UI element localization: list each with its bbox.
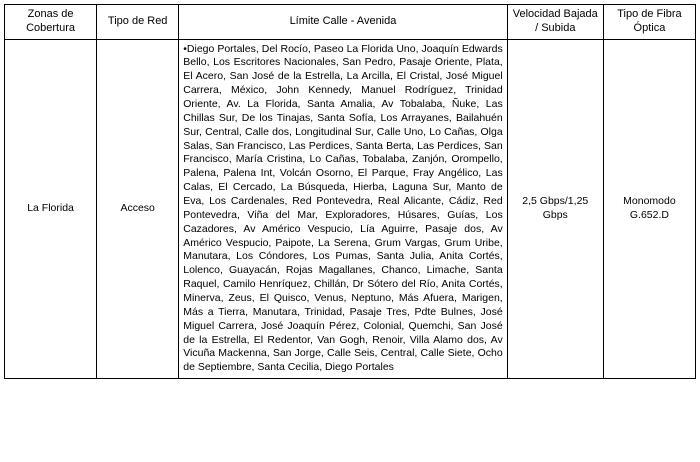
cell-tipo-fibra	[603, 39, 695, 379]
table-header	[5, 5, 696, 40]
fibra-norma: G.652.D	[629, 208, 669, 221]
fibra-tipo: Monomodo	[623, 195, 676, 208]
header-limite-calle-avenida: Límite Calle - Avenida	[179, 5, 507, 40]
header-zonas-cobertura: Zonas de Cobertura	[5, 5, 97, 40]
table-row	[5, 39, 696, 379]
header-tipo-red: Tipo de Red	[97, 5, 179, 40]
header-tipo-fibra-optica: Tipo de Fibra Óptica	[603, 5, 695, 40]
header-velocidad-bajada-subida: Velocidad Bajada / Subida	[507, 5, 603, 40]
table-header-row	[5, 5, 696, 40]
cell-tipo-red: Acceso	[97, 39, 179, 379]
cell-velocidad: 2,5 Gbps/1,25 Gbps	[507, 39, 603, 379]
cell-limite-calle-avenida	[179, 39, 507, 379]
table-body	[5, 39, 696, 379]
coverage-table	[4, 4, 696, 379]
cell-zona-cobertura: La Florida	[5, 39, 97, 379]
street-list-text: •Diego Portales, Del Rocío, Paseo La Florida Uno, Joaquín Edwards Bello, Los Escritores Nacionales, San Pedro, Pasaje Oriente, Plata, El Acero, San José de la Estrella, La Arcilla, El Cristal, José Miguel Carrera, México, John Kennedy, Manuel Rodríguez, Trinidad Oriente, Av. La Florida, Santa Amalia, Av Tobalaba, Ñuke, Las Chillas Sur, De los Tinajas, Santa Sofía, Los Arrayanes, Bailahuén Sur, Central, Calle dos, Longitudinal Sur, Calle Uno, Lo Cañas, Olga Salas, San Francisco, Las Perdices, Santa Berta, Las Perdices, San Francisco, María Cristina, Lo Cañas, Tobalaba, Zanjón, Orompello, Palena, Palena Int, Volcán Osorno, El Parque, Fray Angélico, Las Calas, El Cercado, La Búsqueda, Hierba, Laguna Sur, Manto de Eva, Los Cardenales, Red Pontevedra, Real Alicante, Cádiz, Red Pontevedra, Viña del Mar, Exploradores, Húsares, Guías, Los Cazadores, Av Américo Vespucio, Lía Aguirre, Pasaje dos, Av Américo Vespucio, Paipote, La Serena, Grum Vargas, Grum Uribe, Manutara, Los Cóndores, Los Pumas, Santa Julia, Anita Cortés, Lolenco, Guayacán, Rojas Magallanes, Chanco, Limache, Santa Raquel, Camilo Henríquez, Chillán, Dr Sótero del Río, Anita Cortés, Minerva, Zeus, El Quisco, Venus, Neptuno, Más Afuera, Marigen, Más a Tierra, Manutara, Trinidad, Pasaje Tres, Pdte Bulnes, José Miguel Carrera, José Joaquín Pérez, Colonial, Quemchi, San José de la Estrella, El Redentor, Van Gogh, Renoir, Villa Alamo dos, Av Vicuña Mackenna, San Jorge, Calle Seis, Central, Calle Siete, Ocho de Septiembre, Santa Cecilia, Diego Portales	[183, 42, 503, 374]
